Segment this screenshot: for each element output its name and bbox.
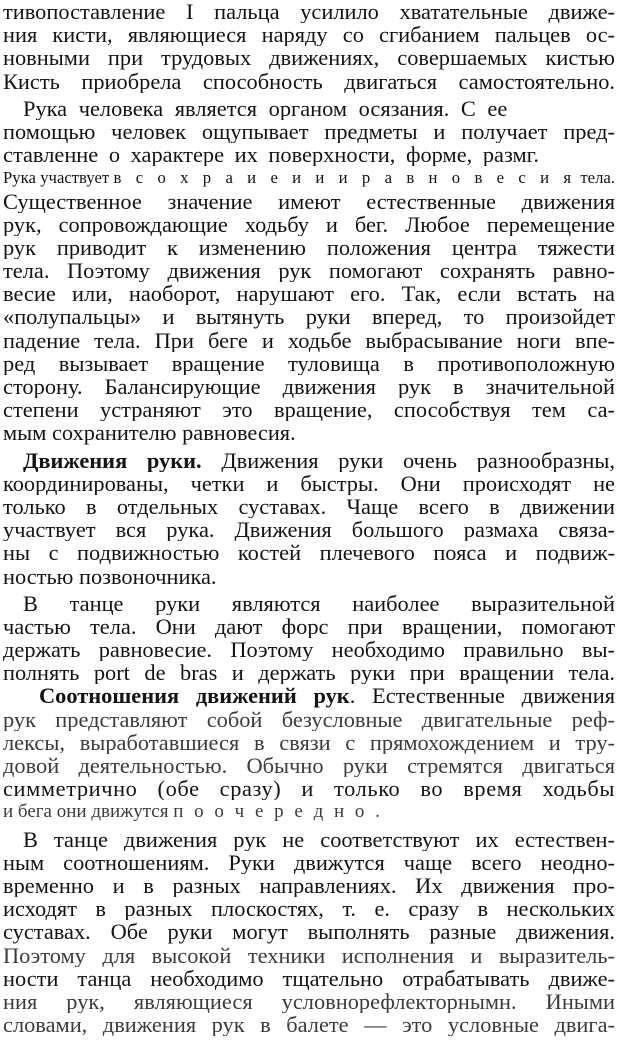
text-fragment: . Естественные движения [349, 684, 615, 708]
text-fragment: Рука участвует [3, 168, 110, 188]
text-line-mixed [3, 166, 615, 189]
text-line: ным соотношениям. Руки движутся чаще всего неодно- [3, 850, 615, 874]
text-line: В танце руки являются наиболее выразительной [23, 591, 615, 615]
text-line: ны с подвижностью костей плечевого пояса и подвиж- [3, 541, 615, 565]
text-line: ния кисти, являющиеся наряду со сгибанием пальцев ос- [3, 23, 615, 47]
text-line: падение тела. При беге и ходьбе выбрасывание ноги впе- [3, 328, 615, 352]
section-heading: Соотношения движений рук [39, 684, 350, 708]
text-line: лексы, выработавшиеся в связи с прямохождением и тру- [3, 730, 615, 754]
text-line: координированы, четки и быстры. Они происходят не [3, 471, 615, 495]
text-line: «полупальцы» и вытянуть руки вперед, то произойдет [3, 305, 615, 329]
paragraph-4 [3, 592, 615, 685]
text-line: исходят в разных плоскостях, т. е. сразу в нескольких [3, 897, 615, 921]
text-line: мым сохранителю равновесия. [3, 421, 296, 445]
paragraph-2 [3, 97, 615, 445]
paragraph-6 [3, 828, 615, 1037]
text-line: рук представляют собой безусловные двигательные реф- [3, 707, 615, 731]
text-line: симметрично (обе сразу) и только во время ходьбы [3, 777, 615, 801]
text-line: полнять port de bras и держать руки при вращении тела. [3, 661, 615, 685]
text-line: довой деятельностью. Обычно руки стремятся двигаться [3, 754, 615, 778]
text-line: весие или, наоборот, нарушают его. Так, если встать на [3, 282, 615, 306]
text-line: суставах. Обе руки могут выполнять разные движения. [3, 920, 615, 944]
book-page [3, 0, 615, 1036]
text-fragment: Движения руки очень разнообразны, [221, 448, 615, 472]
text-line: рук, сопровождающие ходьбу и бег. Любое перемещение [3, 212, 615, 236]
text-line: новными при трудовых движениях, совершаемых кистью [3, 46, 615, 70]
spaced-emphasis: п о о ч е р е д н о . [173, 801, 383, 823]
text-fragment: и бега они движутся [3, 801, 169, 823]
text-line: В танце движения рук не соответствуют их естествен- [23, 827, 615, 851]
text-line: ностью позвоночника. [3, 564, 217, 588]
text-line: держать равновесие. Поэтому необходимо правильно вы- [3, 638, 615, 662]
text-line: Существенное значение имеют естественные движения [3, 189, 615, 213]
text-line: ности танца необходимо тщательно отрабатывать движе- [3, 966, 615, 990]
text-line: ния рук, являющиеся условнорефлекторнымн. Иными [3, 989, 615, 1014]
text-line-heading [3, 449, 615, 472]
text-line: Кисть приобрела способность двигаться самостоятельно. [3, 69, 615, 93]
text-line: ставленне о характере их поверхности, форме, размг. [3, 143, 539, 167]
spaced-emphasis: в с о х р а и е и и и р а в н о в е с и я [113, 168, 577, 188]
text-fragment: тела. [580, 168, 615, 188]
text-line: словами, движения рук в балете — это условные двига- [3, 1013, 615, 1037]
paragraph-5 [3, 684, 615, 823]
text-line: только в отдельных суставах. Чаще всего в движении [3, 494, 615, 519]
text-line: Поэтому для высокой техники исполнения и выразитель- [3, 943, 615, 967]
text-line-heading [3, 684, 615, 707]
text-line: сторону. Балансирующие движения рук в значительной [3, 375, 615, 399]
text-line: степени устраняют это вращение, способствуя тем са- [3, 398, 615, 422]
text-line: ред вызывает вращение туловища в противоположную [3, 351, 615, 375]
section-heading: Движения руки. [23, 448, 202, 472]
text-line: участвует вся рука. Движения большого размаха связа- [3, 518, 615, 542]
text-line: частью тела. Они дают форс при вращении, помогают [3, 614, 615, 639]
text-line: временно и в разных направлениях. Их движения про- [3, 873, 615, 898]
text-line: рук приводит к изменению положения центра тяжести [3, 235, 615, 260]
text-line: тивопоставление I пальца усилило хватательные движе- [3, 0, 615, 24]
text-line: Рука человека является органом осязания. С ее [23, 96, 508, 120]
paragraph-3 [3, 449, 615, 588]
text-line: помощью человек ощупывает предметы и получает пред- [3, 119, 615, 144]
text-line-mixed [3, 800, 615, 823]
paragraph-1 [3, 0, 615, 93]
text-line: тела. Поэтому движения рук помогают сохранять равно- [3, 259, 615, 283]
